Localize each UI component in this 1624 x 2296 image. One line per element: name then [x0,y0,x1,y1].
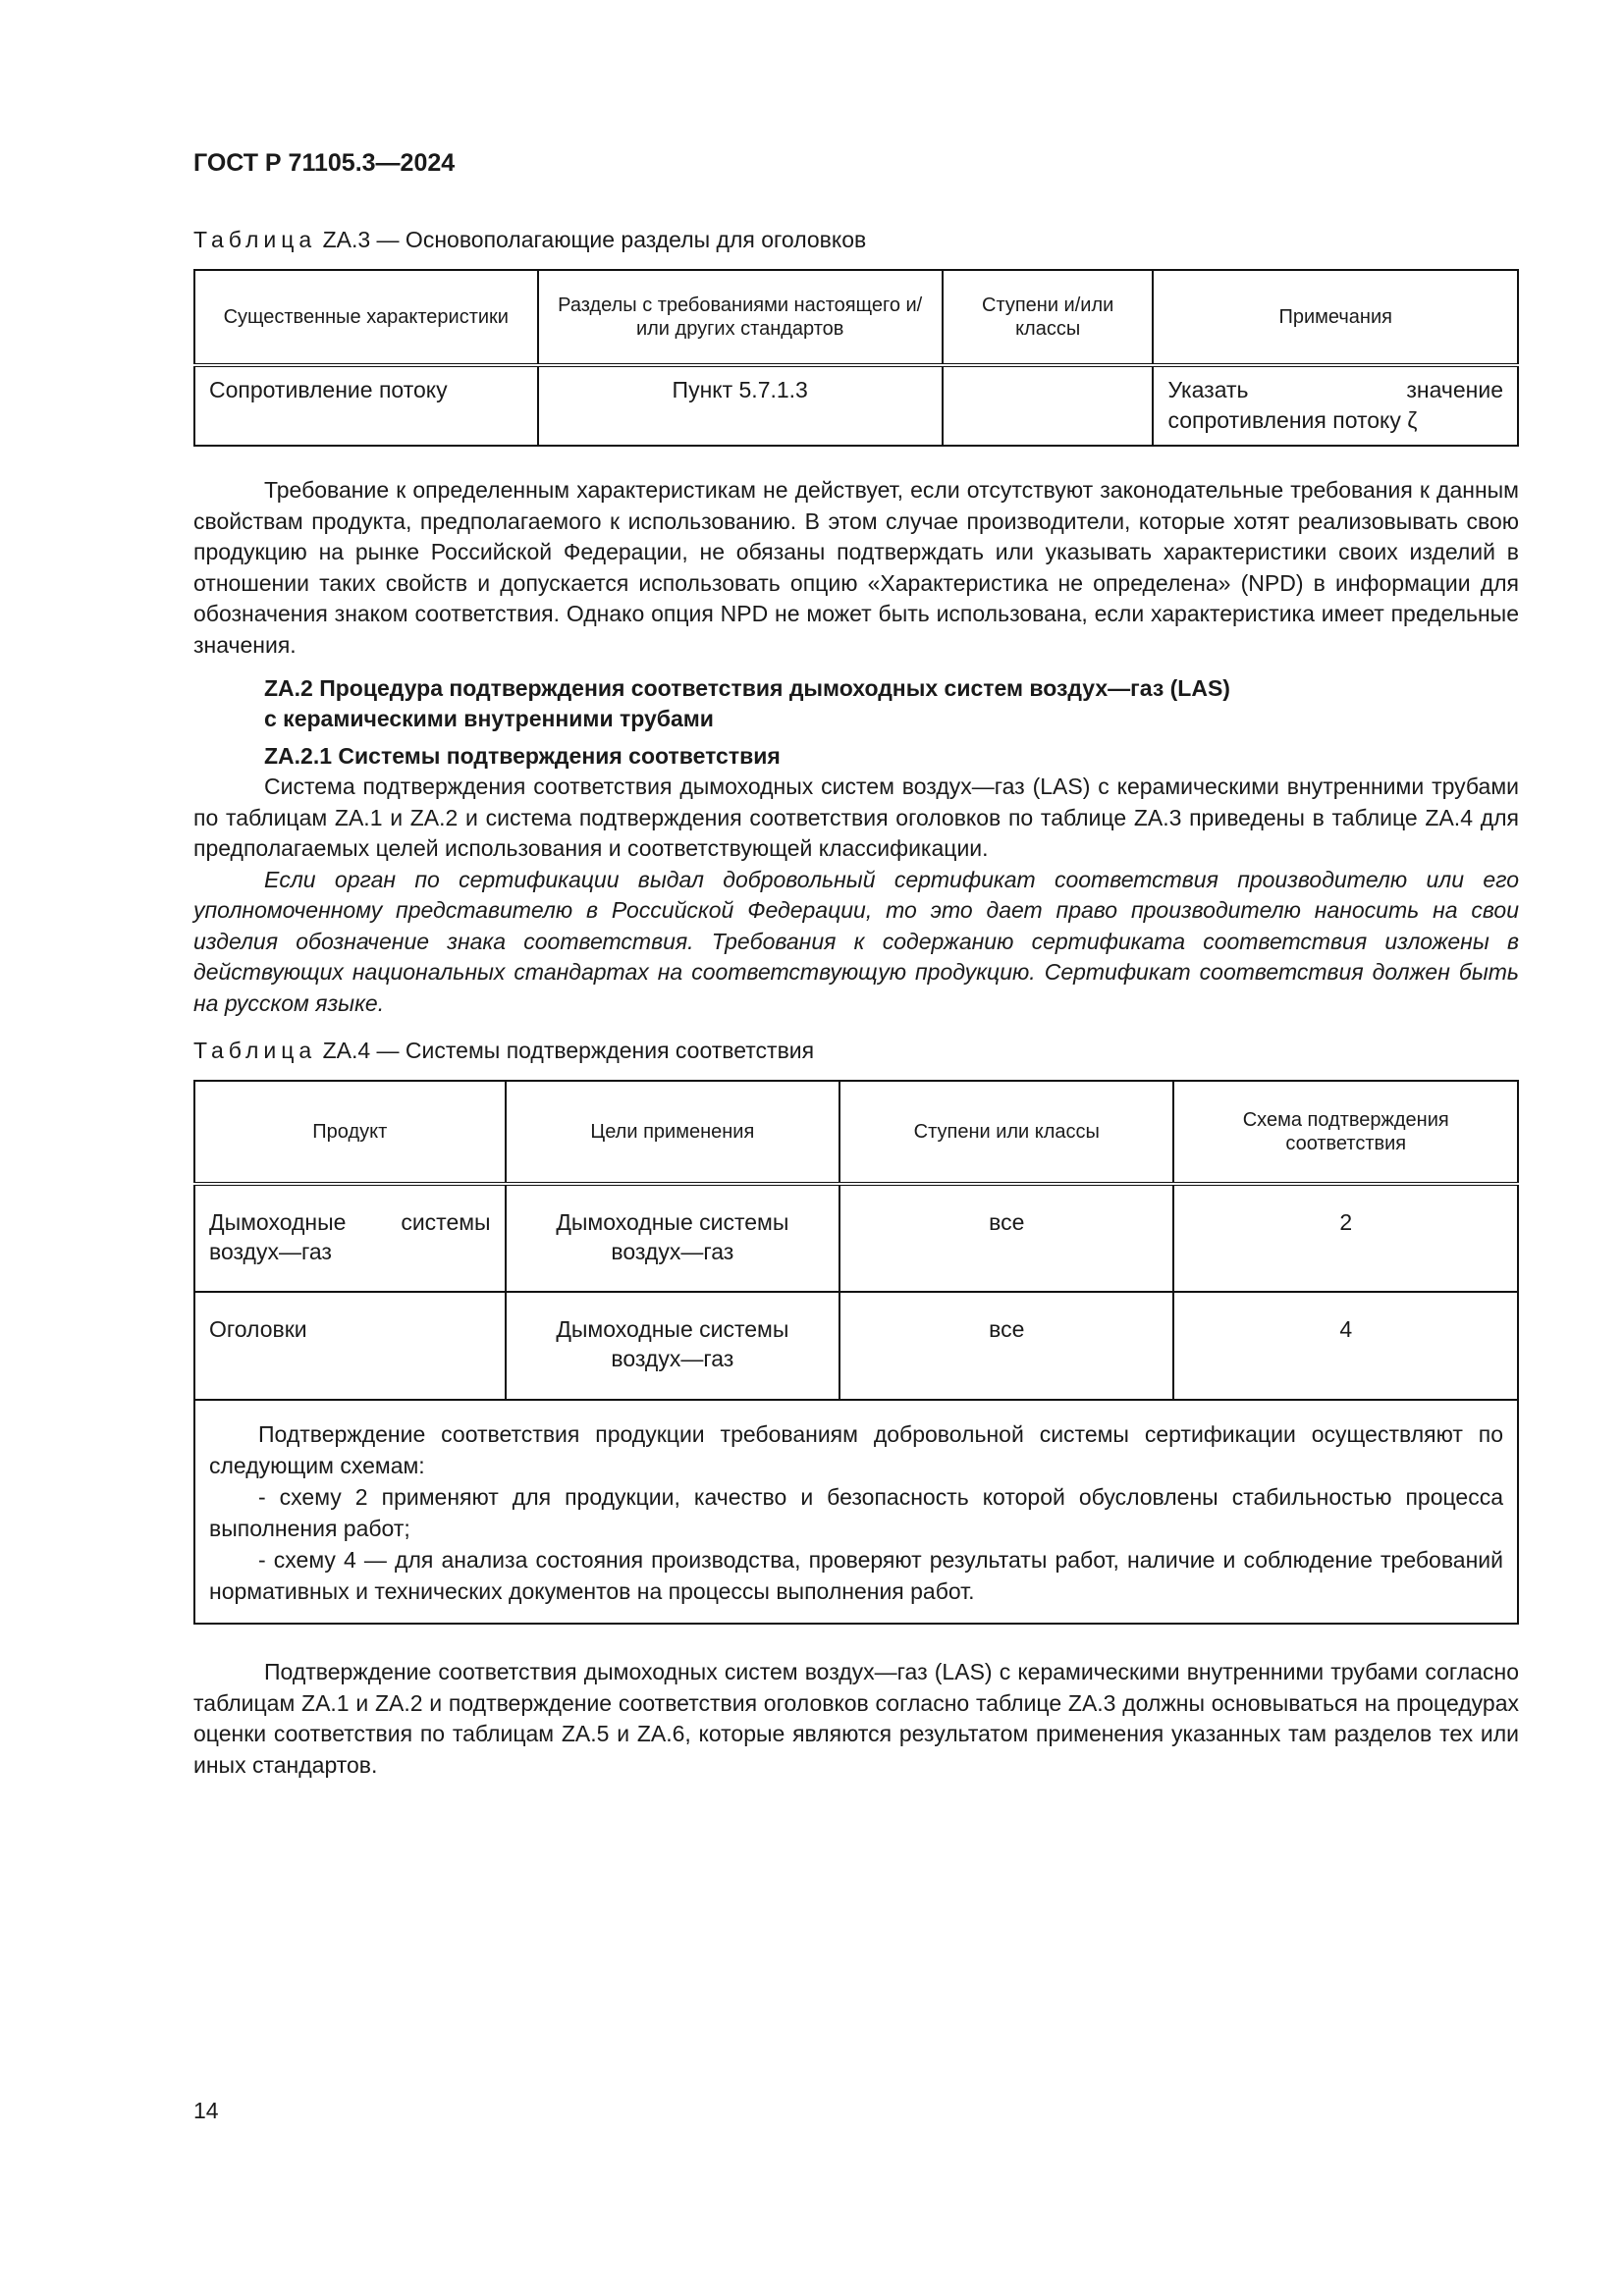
section-za2-line1: ZA.2 Процедура подтверждения соответствия дымоходных систем воздух—газ (LAS) [264,675,1230,701]
caption-text: ZA.3 — Основополагающие разделы для оголовков [322,227,867,252]
cell-note: Указать значение сопротивления потоку ζ [1153,365,1518,446]
cell-classes: все [839,1292,1173,1400]
table-za3 [193,269,1519,447]
section-za21-heading: ZA.2.1 Системы подтверждения соответствия [264,743,781,769]
table-note [194,1400,1518,1624]
col-header-purpose: Цели применения [506,1081,840,1184]
col-header-product: Продукт [194,1081,506,1184]
table-za3-caption [193,225,1519,254]
paragraph-system: Система подтверждения соответствия дымоходных систем воздух—газ (LAS) с керамическими внутренними трубами по таблицам ZA.1 и ZA.2 и система подтверждения соответствия оголовков по таблице ZA.3 приведены в таблице ZA.4 для предполагаемых целей использования и соответствующей классификации. [193,774,1519,861]
note-item-scheme2: - схему 2 применяют для продукции, качество и безопасность которой обусловлены стабильностью процесса выполнения работ; [209,1484,1503,1541]
page-number: 14 [193,2098,219,2123]
section-za2-heading [193,673,1519,734]
paragraph-procedures: Подтверждение соответствия дымоходных систем воздух—газ (LAS) с керамическими внутренними трубами согласно таблицам ZA.1 и ZA.2 и подтверждение соответствия оголовков согласно таблице ZA.3 должны основываться на процедурах оценки соответствия по таблицам ZA.5 и ZA.6, которые являются результатом применения указанных там разделов тех или иных стандартов. [193,1659,1519,1778]
table-note-row [194,1400,1518,1624]
col-header-sections: Разделы с требованиями настоящего и/или других стандартов [538,270,943,365]
note-intro: Подтверждение соответствия продукции требованиям добровольной системы сертификации осуществляют по следующим схемам: [209,1421,1503,1478]
col-header-classes: Ступени или классы [839,1081,1173,1184]
paragraph-npd: Требование к определенным характеристикам не действует, если отсутствуют законодательные требования к данным свойствам продукта, предполагаемого к использованию. В этом случае производители, которые хотят реализовывать свою продукцию на рынке Российской Федерации, не обязаны подтверждать или указывать характеристики своих изделий в отношении таких свойств и допускается использовать опцию «Характеристика не определена» (NPD) в информации для обозначения знаком соответствия. Однако опция NPD не может быть использована, если характеристика имеет предельные значения. [193,477,1519,658]
caption-word: Таблица [193,227,317,252]
caption-text: ZA.4 — Системы подтверждения соответствия [322,1038,815,1063]
cell-product: Оголовки [194,1292,506,1400]
col-header-notes: Примечания [1153,270,1518,365]
cell-scheme: 4 [1173,1292,1518,1400]
table-row [194,1184,1518,1292]
col-header-characteristics: Существенные характеристики [194,270,538,365]
cell-class [943,365,1154,446]
standard-code: ГОСТ Р 71105.3—2024 [193,149,456,177]
cell-scheme: 2 [1173,1184,1518,1292]
table-za4 [193,1080,1519,1625]
table-row [194,365,1518,446]
cell-purpose: Дымоходные системы воздух—газ [506,1292,840,1400]
cell-section: Пункт 5.7.1.3 [538,365,943,446]
paragraph-certificate: Если орган по сертификации выдал добровольный сертификат соответствия производителю или его уполномоченному представителю в Российской Федерации, то это дает право производителю наносить на свои изделия обозначение знака соответствия. Требования к содержанию сертификата соответствия изложены в действующих национальных стандартах на соответствующую продукцию. Сертификат соответствия должен быть на русском языке. [193,866,1519,1016]
cell-product: Дымоходные системы воздух—газ [194,1184,506,1292]
col-header-classes: Ступени и/или классы [943,270,1154,365]
cell-classes: все [839,1184,1173,1292]
cell-characteristic: Сопротивление потоку [194,365,538,446]
table-row [194,1292,1518,1400]
table-za4-caption [193,1036,1519,1065]
note-item-scheme4: - схему 4 — для анализа состояния производства, проверяют результаты работ, наличие и соблюдение требований нормативных и технических документов на процессы выполнения работ. [209,1547,1503,1604]
caption-word: Таблица [193,1038,317,1063]
cell-purpose: Дымоходные системы воздух—газ [506,1184,840,1292]
section-za2-line2: с керамическими внутренними трубами [264,706,714,731]
col-header-scheme: Схема подтверждения соответствия [1173,1081,1518,1184]
